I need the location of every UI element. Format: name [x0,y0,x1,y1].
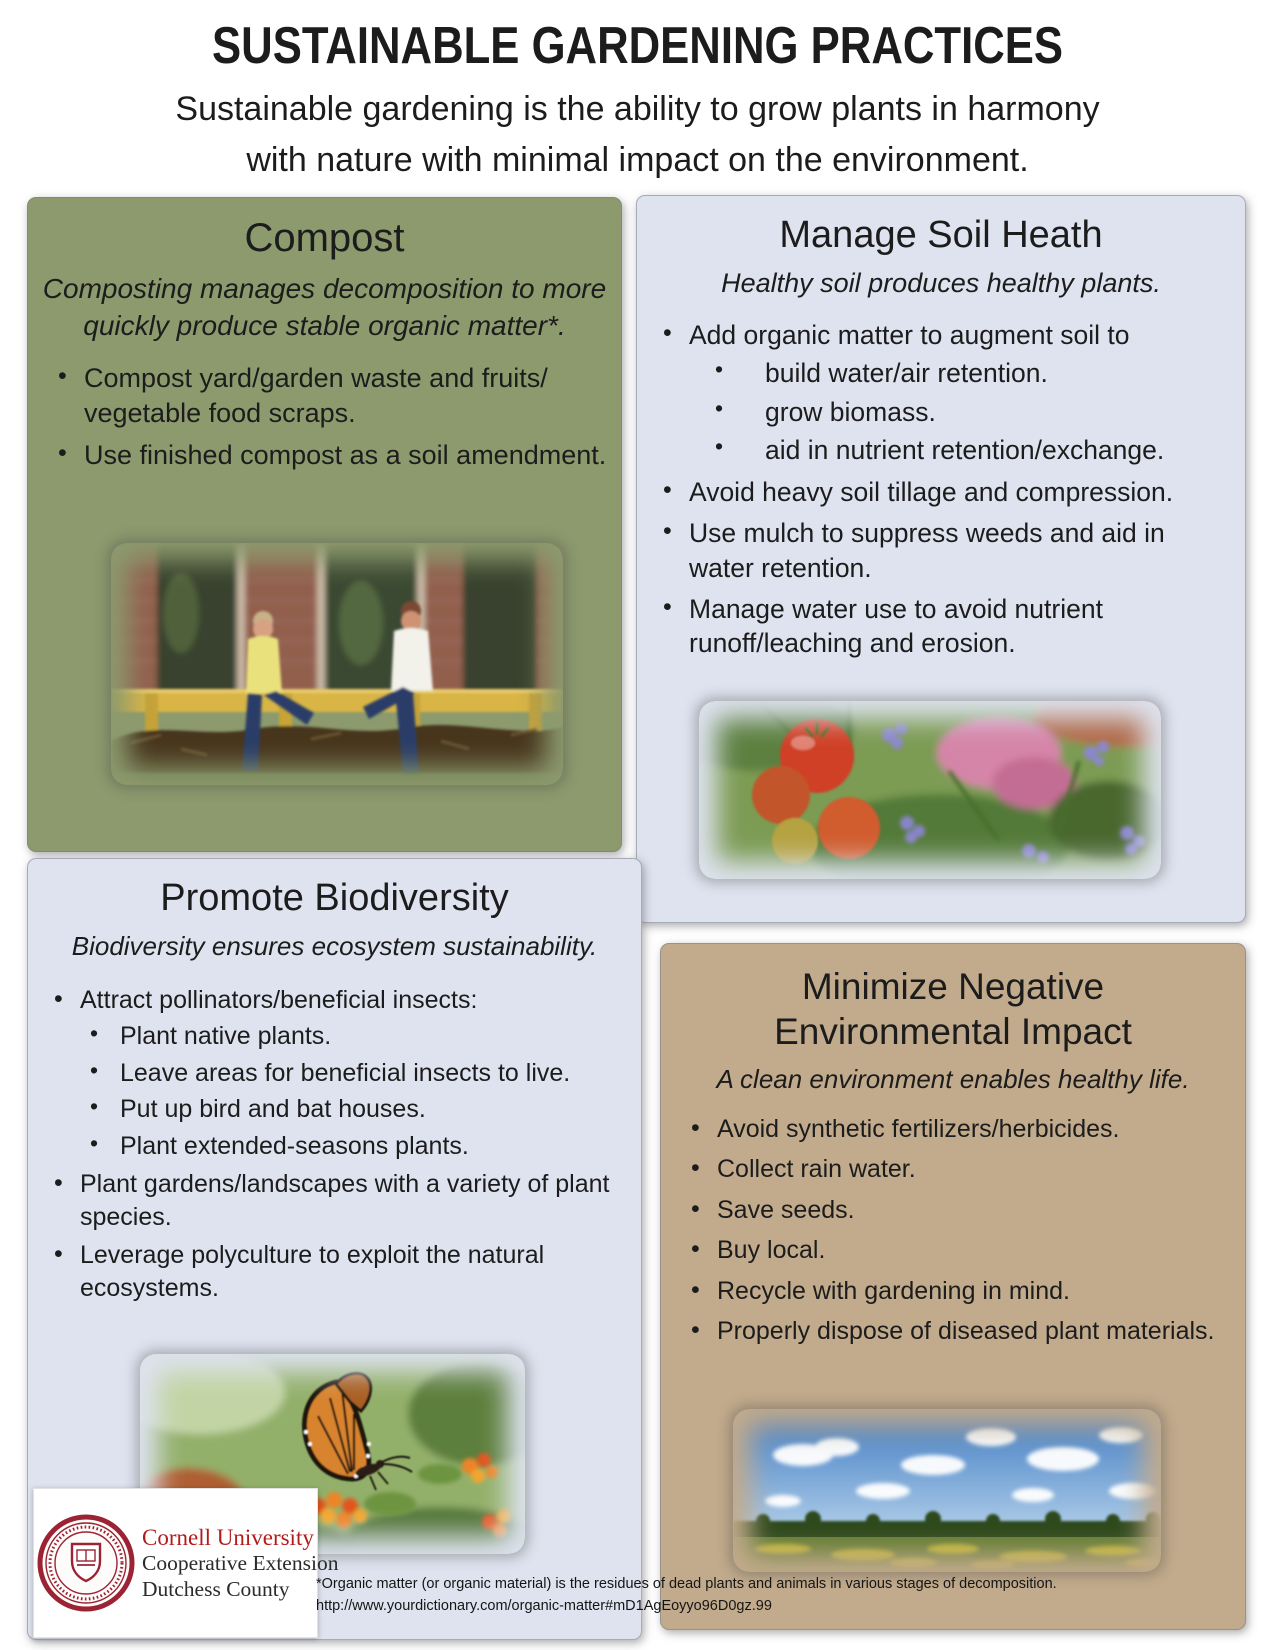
sub-bullet-item: • aid in nutrient retention/exchange. [689,433,1233,467]
bullet-text: Save seeds. [717,1195,855,1224]
cornell-seal-icon [36,1513,136,1613]
soil-photo [699,701,1161,879]
biodiversity-intro: Biodiversity ensures ecosystem sustainability. [71,931,598,962]
sub-bullet-list [80,1020,629,1162]
impact-bullet-list [661,1113,1245,1348]
bullet-item [689,1275,1233,1308]
bullet-item [689,1194,1233,1227]
bullet-item [56,438,609,473]
page-subtitle [0,84,1275,186]
bullet-text: Add organic matter to augment soil to [689,319,1130,350]
sub-bullet-item: • Plant extended-seasons plants. [80,1130,629,1163]
bullet-text: Avoid synthetic fertilizers/herbicides. [717,1114,1120,1143]
bullet-item [661,318,1233,468]
compost-title: Compost [244,216,405,260]
compost-bullet-list [28,361,621,473]
sub-bullet-item: • Leave areas for beneficial insects to live. [80,1057,629,1090]
bullet-text: Compost yard/garden waste and fruits/ vegetable food scraps. [84,362,548,428]
cornell-logo-program: Cooperative Extension [142,1551,339,1576]
cornell-logo-institution: Cornell University [142,1525,314,1551]
footnote-definition: *Organic matter (or organic material) is the residues of dead plants and animals in various stages of decomposition. [316,1576,1057,1592]
soil-bullet-list [637,318,1245,661]
compost-photo [111,543,563,785]
bullet-text: Use finished compost as a soil amendment. [84,439,607,470]
impact-photo [733,1409,1161,1572]
biodiversity-bullet-list [28,984,641,1305]
bullet-text: Plant gardens/landscapes with a variety of plant species. [80,1170,610,1231]
bullet-item [56,361,609,431]
sub-bullet-item: • Put up bird and bat houses. [80,1093,629,1126]
bullet-item [689,1315,1233,1348]
compost-intro: Composting manages decomposition to more quickly produce stable organic matter*. [42,272,607,341]
page-title-text: SUSTAINABLE GARDENING PRACTICES [212,17,1063,75]
bullet-text: Use mulch to suppress weeds and aid in water retention. [689,518,1165,583]
impact-title: Minimize Negative Environmental Impact [774,966,1132,1053]
footnote [316,1573,1196,1618]
bullet-item [52,1239,629,1304]
soil-intro: Healthy soil produces healthy plants. [721,268,1161,299]
panel-environmental-impact [660,943,1246,1630]
bullet-text: Buy local. [717,1236,826,1265]
page-subtitle-line2: with nature with minimal impact on the environment. [246,141,1029,179]
page-title [0,16,1275,76]
sub-bullet-item: • grow biomass. [689,395,1233,429]
sub-bullet-item: • Plant native plants. [80,1020,629,1053]
bullet-text: Collect rain water. [717,1155,916,1184]
cornell-logo-box [33,1488,339,1638]
bullet-text: Avoid heavy soil tillage and compression. [689,476,1174,507]
panel-compost [27,197,622,852]
biodiversity-title: Promote Biodiversity [160,877,509,919]
bullet-item [689,1234,1233,1267]
bullet-text: Attract pollinators/beneficial insects: [80,985,478,1014]
bullet-item [52,1168,629,1233]
sub-bullet-item: • build water/air retention. [689,356,1233,390]
bullet-item [661,475,1233,509]
page-subtitle-line1: Sustainable gardening is the ability to grow plants in harmony [175,90,1100,128]
sub-bullet-list [689,356,1233,467]
impact-intro: A clean environment enables healthy life. [716,1064,1190,1095]
soil-photo-illustration [699,701,1161,879]
bullet-item [661,516,1233,585]
bullet-text: Recycle with gardening in mind. [717,1276,1070,1305]
cornell-logo-county: Dutchess County [142,1576,290,1601]
impact-photo-illustration [733,1409,1161,1572]
bullet-text: Properly dispose of diseased plant materials. [717,1317,1215,1346]
bullet-item [661,592,1233,661]
soil-title: Manage Soil Heath [779,214,1103,256]
compost-photo-illustration [111,543,563,785]
footnote-source-url: http://www.yourdictionary.com/organic-matter#mD1AgEoyyo96D0gz.99 [316,1598,772,1615]
bullet-item [689,1153,1233,1186]
bullet-item [689,1113,1233,1146]
cornell-logo-text [142,1524,338,1602]
bullet-text: Leverage polyculture to exploit the natural ecosystems. [80,1241,545,1302]
panel-soil-health [636,195,1246,923]
bullet-item [52,984,629,1163]
bullet-text: Manage water use to avoid nutrient runoff/leaching and erosion. [689,594,1103,659]
